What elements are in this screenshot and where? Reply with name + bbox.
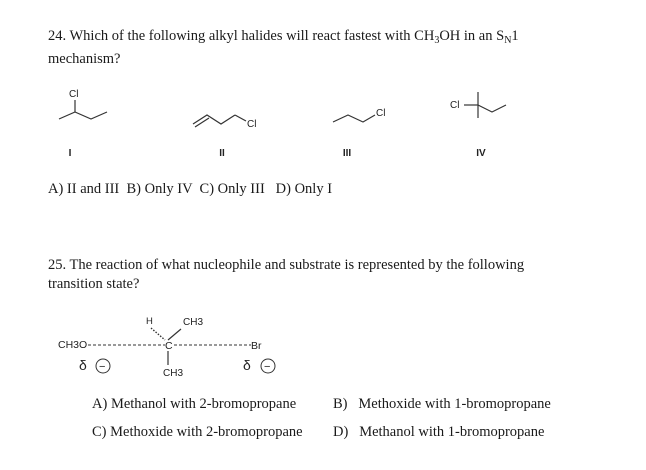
structure-i [55, 88, 115, 128]
question-24-line-2: mechanism? [48, 51, 121, 67]
structure-iii-halide: Cl [376, 108, 386, 119]
ts-methyl-top: CH3 [183, 317, 204, 328]
option-b: B) Methoxide with 1-bromopropane [333, 396, 551, 412]
structure-iv-halide: Cl [450, 100, 460, 111]
ts-minus-right: − [264, 361, 271, 373]
ts-central-carbon: C [165, 340, 173, 352]
transition-state-diagram [55, 312, 315, 382]
structure-iv-label: IV [476, 148, 486, 159]
structure-ii-halide: Cl [247, 119, 257, 130]
ts-leaving-group: Br [251, 340, 262, 352]
question-25-prompt [48, 256, 524, 294]
question-25-line-1: 25. The reaction of what nucleophile and substrate is represented by the following [48, 257, 525, 273]
ts-delta-right: δ [243, 357, 251, 373]
ts-hydrogen: H [146, 316, 153, 327]
ts-delta-left: δ [79, 357, 87, 373]
structure-i-label: I [68, 148, 72, 159]
ts-methyl-bottom: CH3 [163, 368, 184, 379]
structure-i-halide: Cl [69, 89, 79, 100]
structure-ii-label: II [219, 148, 225, 159]
question-24-answers: A) II and III B) Only IV C) Only III D) Only I [48, 181, 333, 197]
ts-minus-left: − [99, 361, 106, 373]
question-24-prompt [48, 27, 519, 69]
option-a: A) Methanol with 2-bromopropane [92, 396, 297, 412]
structure-iv [448, 88, 528, 128]
structure-iii-label: III [342, 148, 352, 159]
question-24-line-1: 24. Which of the following alkyl halides will react fastest with $CH_3OH$ in an $S_N1$ [48, 28, 519, 46]
question-25-line-2: transition state? [48, 276, 140, 292]
structure-ii [190, 100, 270, 140]
option-c: C) Methoxide with 2-bromopropane [92, 424, 303, 440]
option-d: D) Methanol with 1-bromopropane [333, 424, 545, 440]
structure-iii [330, 100, 400, 140]
ts-nucleophile: CH3O [58, 339, 88, 351]
